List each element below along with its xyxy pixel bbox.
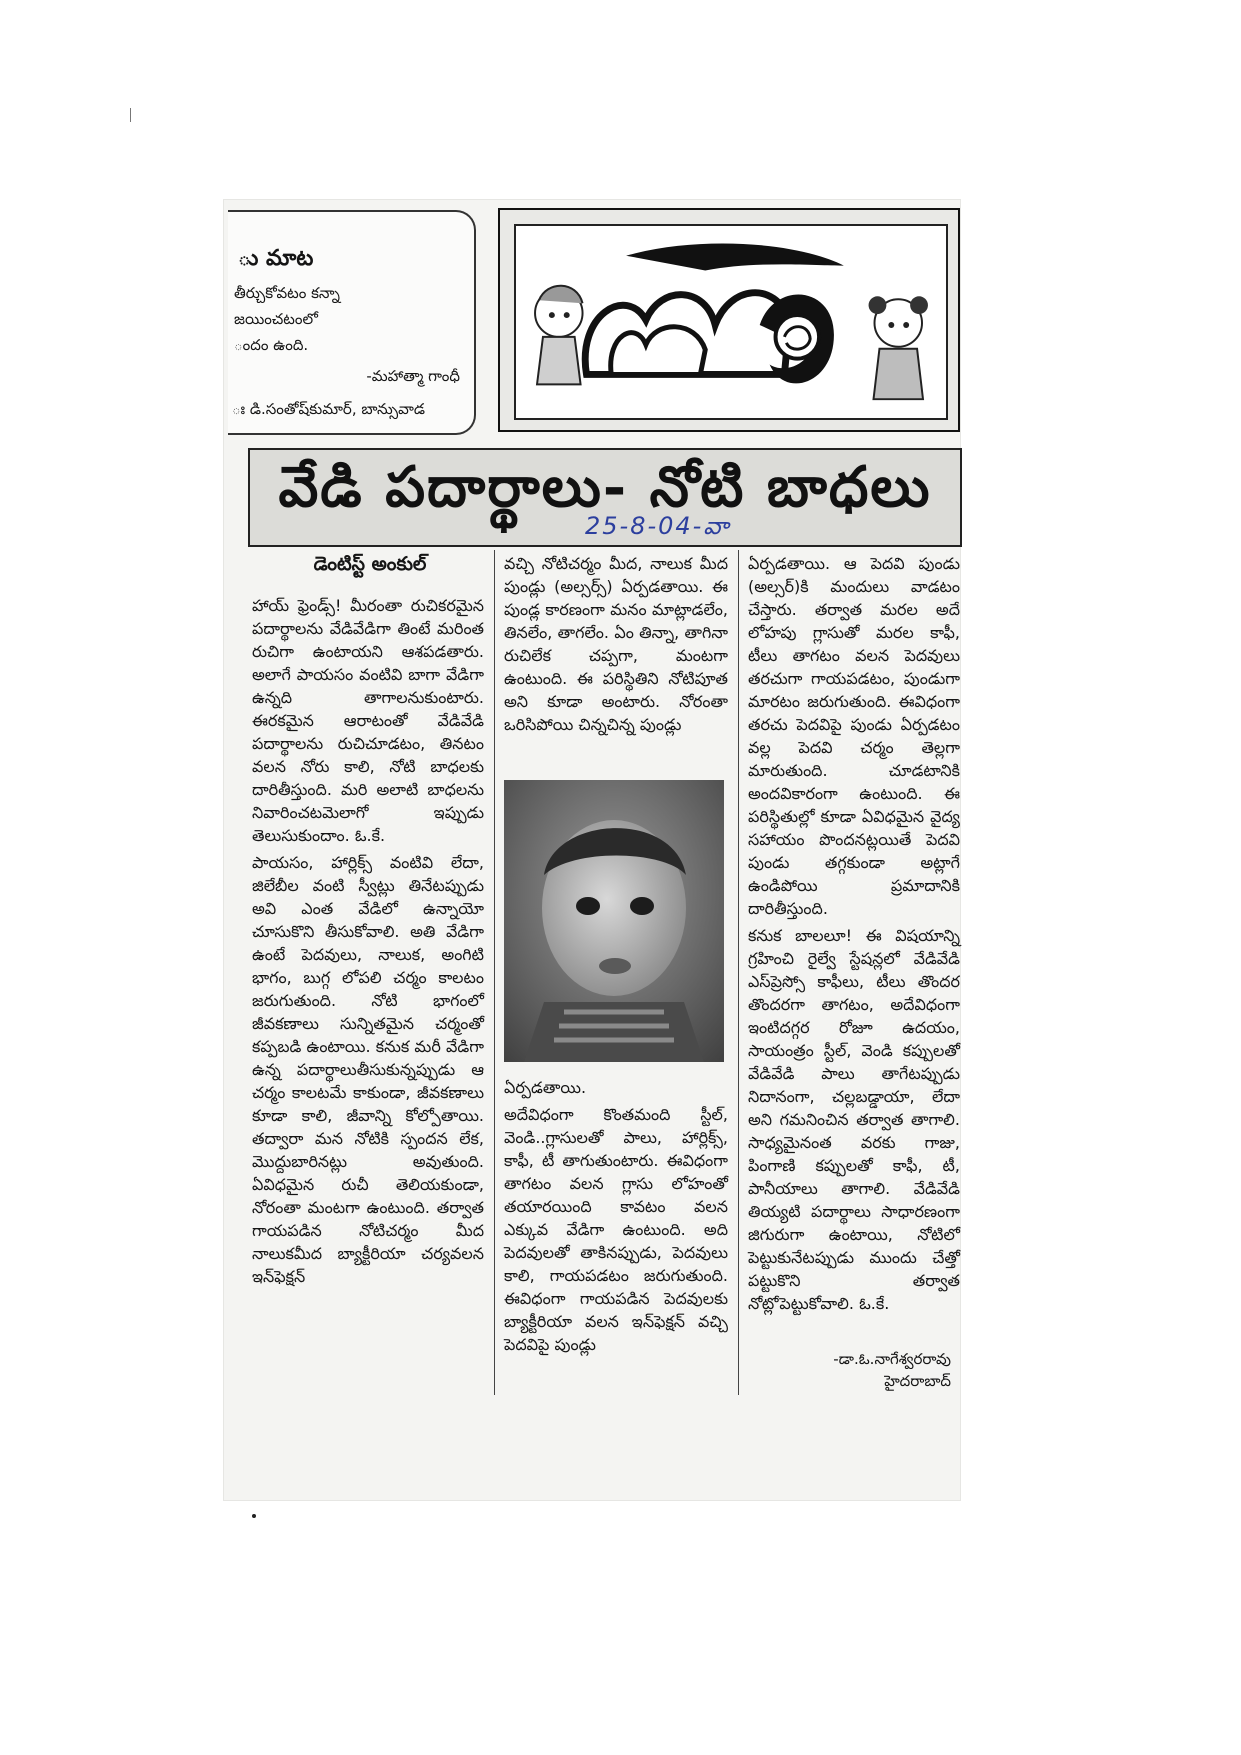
article-paragraph: వచ్చి నోటిచర్మం మీద, నాలుక మీద పుండ్లు (అల్సర్స్) ఏర్పడతాయి. ఈ పుండ్ల కారణంగా మనం మాట్లాడలేం, తినలేం, తాగలేం. ఏం తిన్నా, తాగినా రుచిలేక చప్పగా, మంటగా ఉంటుంది. ఈ పరిస్థితిని నోటిపూత అని కూడా అంటారు. నోరంతా ఒరిసిపోయి చిన్నచిన్న పుండ్లు xyxy=(504,554,728,734)
article-paragraph: కనుక బాలలూ! ఈ విషయాన్ని గ్రహించి రైల్వే స్టేషన్లలో వేడివేడి ఎస్‌ప్రెస్సో కాఫీలు, టీలు తొందర తొందరగా తాగటం, అదేవిధంగా ఇంటిదగ్గర రోజూ ఉదయం, సాయంత్రం స్టీల్, వెండి కప్పులతో వేడివేడి పాలు తాగేటప్పుడు నిదానంగా, చల్లబడ్డాయా, లేదా అని గమనించిన తర్వాత తాగాలి. సాధ్యమైనంత వరకు గాజు, పింగాణి కప్పులతో కాఫీ, టీ, పానీయాలు తాగాలి. వేడివేడి తియ్యటి పదార్థాలు సాధారణంగా జిగురుగా ఉంటాయి, నోటిలో పెట్టుకునేటప్పుడు ముందు చేత్తో పట్టుకొని తర్వాత నోట్లోపెట్టుకోవాలి. ఓ.కే. xyxy=(748,926,960,1313)
child-portrait-image xyxy=(504,780,724,1062)
quote-author: -మహాత్మా గాంధీ xyxy=(366,367,460,385)
article-byline: డెంటిస్ట్ అంకుల్ xyxy=(313,553,427,575)
masthead-logo-art xyxy=(516,226,946,418)
quote-line: ందం ఉంది. xyxy=(234,336,309,354)
scan-dot xyxy=(252,1514,256,1518)
article-paragraph: హాయ్ ఫ్రెండ్స్! మీరంతా రుచికరమైన పదార్థాలను వేడివేడిగా తింటే మరింత రుచిగా ఉంటాయని ఆశపడతారు. అలాగే పాయసం వంటివి బాగా వేడిగా ఉన్నది తాగాలనుకుంటారు. ఈరకమైన ఆరాటంతో వేడివేడి పదార్థాలను రుచిచూడటం, తినటం వలన నోరు కాలి, నోటి బాధలకు దారితీస్తుంది. మరి అలాటి బాధలను నివారించటమెలాగో ఇప్పుడు తెలుసుకుందాం. ఓ.కే. xyxy=(252,596,484,845)
article-paragraph: అదేవిధంగా కొంతమంది స్టీల్, వెండి..గ్లాసులతో పాలు, హార్లిక్స్, కాఫీ, టీ తాగుతుంటారు. ఈవిధంగా తాగటం వలన గ్లాసు లోహంతో తయారయింది కావటం వలన ఎక్కువ వేడిగా ఉంటుంది. అది పెదవులతో తాకినప్పుడు, పెదవులు కాలి, గాయపడటం జరుగుతుంది. ఈవిధంగా గాయపడిన పెదవులకు బ్యాక్టీరియా వలన ఇన్‌ఫెక్షన్ వచ్చి పెదవిపై పుండ్లు xyxy=(504,1105,728,1354)
column-divider xyxy=(494,550,495,1395)
article-paragraph: పాయసం, హార్లిక్స్ వంటివి లేదా, జిలేబీల వంటి స్వీట్లు తినేటప్పుడు అవి ఎంత వేడిలో ఉన్నాయో చూసుకొని తీసుకోవాలి. అతి వేడిగా ఉంటే పెదవులు, నాలుక, అంగిటి భాగం, బుగ్గ లోపలి చర్మం కాలటం జరుగుతుంది. నోటి భాగంలో జీవకణాలు సున్నితమైన చర్మంతో కప్పబడి ఉంటాయి. కనుక మరీ వేడిగా ఉన్న పదార్థాలుతీసుకున్నప్పుడు ఆ చర్మం కాలటమే కాకుండా, జీవకణాలు కూడా కాలి, జీవాన్ని కోల్పోతాయి. తద్వారా మన నోటికి స్పందన లేక, మొద్దుబారినట్లు అవుతుంది. ఏవిధమైన రుచీ తెలియకుండా, నోరంతా మంటగా ఉంటుంది. తర్వాత గాయపడిన నోటిచర్మం మీద నాలుకమీద బ్యాక్టీరియా చర్యవలన ఇన్‌ఫెక్షన్ xyxy=(252,853,484,1286)
quote-line: జయించటంలో xyxy=(234,310,318,328)
child-photo xyxy=(504,780,724,1062)
article-author-place: హైదరాబాద్ xyxy=(884,1372,951,1390)
article-paragraph: ఏర్పడతాయి. ఆ పెదవి పుండు (అల్సర్)కి మందులు వాడటం చేస్తారు. తర్వాత మరల అదే లోహపు గ్లాసుతో మరల కాఫీ, టీలు తాగటం వలన పెదవులు తరచుగా గాయపడటం, పుండుగా మారటం జరుగుతుంది. ఈవిధంగా తరచు పెదవిపై పుండు ఏర్పడటం వల్ల పెదవి చర్మం తెల్లగా మారుతుంది. చూడటానికి అందవికారంగా ఉంటుంది. ఈ పరిస్థితుల్లో కూడా ఏవిధమైన వైద్య సహాయం పొందనట్లయితే పెదవి పుండు తగ్గకుండా అట్లాగే ఉండిపోయి ప్రమాదానికి దారితీస్తుంది. xyxy=(748,554,960,918)
column-divider xyxy=(738,550,739,1395)
quote-line: తీర్చుకోవటం కన్నా xyxy=(234,284,340,302)
article-column-1 xyxy=(252,594,484,1292)
article-author: -డా.ఓ.నాగేశ్వరరావు xyxy=(833,1350,951,1368)
handwritten-date: 25-8-04-వా xyxy=(585,512,731,540)
article-headline: వేడి పదార్థాలు- నోటి బాధలు xyxy=(278,454,932,520)
quote-box xyxy=(228,210,476,435)
article-column-3 xyxy=(748,552,960,1319)
article-column-2-top xyxy=(504,552,728,740)
scan-mark xyxy=(130,108,131,122)
quote-title: ు మాట xyxy=(238,246,314,271)
article-column-2-bottom xyxy=(504,1076,728,1360)
masthead-banner xyxy=(498,208,960,432)
quote-credit: ః డి.సంతోష్‌కుమార్, బాన్సువాడ xyxy=(232,400,425,418)
article-paragraph: ఏర్పడతాయి. xyxy=(504,1078,587,1097)
